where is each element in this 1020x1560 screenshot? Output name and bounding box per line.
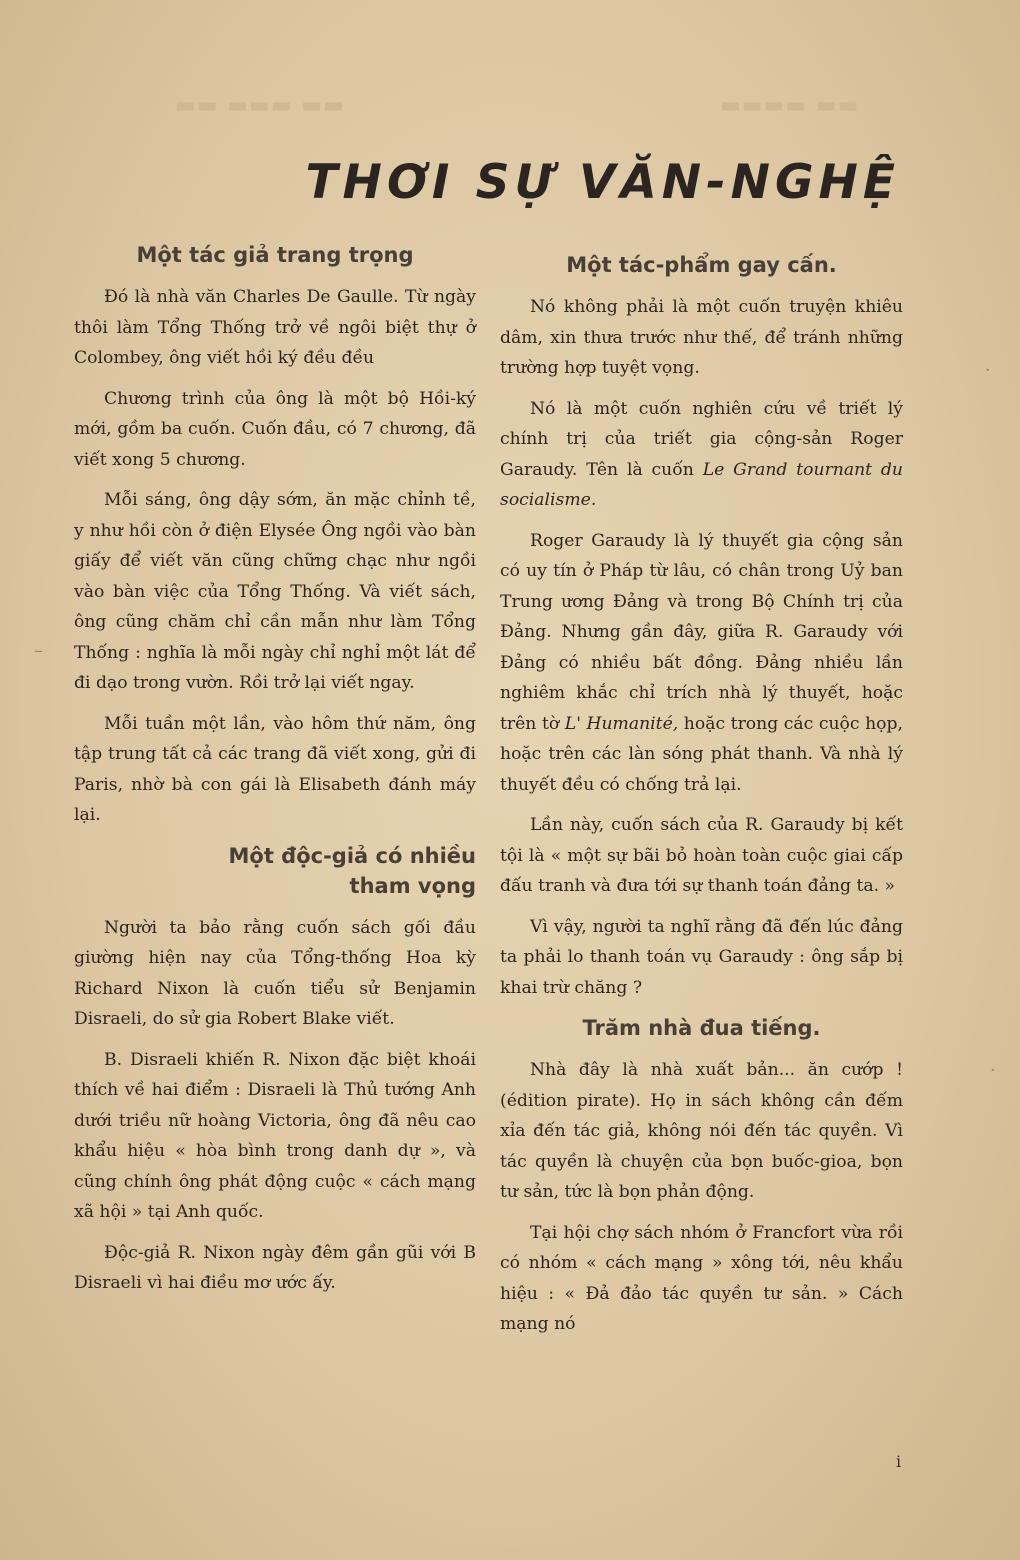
article-paragraph: Vì vậy, người ta nghĩ rằng đã đến lúc đảng ta phải lo thanh toán vụ Garaudy : ông sắp bị khai trừ chăng ? <box>500 916 903 998</box>
bleed-through-text: ▬▬▬▬ ▬▬ <box>720 92 860 118</box>
article-paragraph <box>500 394 903 516</box>
newspaper-title: L' Humanité, <box>564 713 679 734</box>
article-paragraph: Tại hội chợ sách nhóm ở Francfort vừa rồi có nhóm « cách mạng » xông tới, nêu khẩu hiệu : « Đả đảo tác quyền tư sản. » Cách mạng nó <box>500 1222 903 1334</box>
right-column <box>500 250 903 1350</box>
article-heading: Một tác giả trang trọng <box>136 243 414 267</box>
margin-speck-mark: · <box>990 1060 996 1081</box>
article-paragraph: Lần này, cuốn sách của R. Garaudy bị kết tội là « một sự bãi bỏ hoàn toàn cuộc giai cấp đấu tranh và đưa tới sự thanh toán đảng ta. » <box>500 815 903 896</box>
margin-dash-mark: – <box>34 640 43 661</box>
article-paragraph: Đó là nhà văn Charles De Gaulle. Từ ngày thôi làm Tổng Thống trở về ngôi biệt thự ở Colombey, ông viết hồi ký đều đều <box>74 287 476 368</box>
article-paragraph <box>500 526 903 801</box>
article-heading: Một độc-giả có nhiều tham vọng <box>228 843 476 898</box>
article-paragraph: Mỗi tuần một lần, vào hôm thứ năm, ông tập trung tất cả các trang đã viết xong, gửi đi Paris, nhờ bà con gái là Elisabeth đánh máy lại. <box>74 713 476 825</box>
page-number: i <box>896 1452 902 1471</box>
paragraph-text: hoặc trong các cuộc họp, hoặc trên các làn sóng phát thanh. Và nhà lý thuyết đều có chống trả lại. <box>500 713 903 795</box>
paragraph-text: Roger Garaudy là lý thuyết gia cộng sản có uy tín ở Pháp từ lâu, có chân trong Uỷ ban Trung ương Đảng và trong Bộ Chính trị của Đảng. Nhưng gần đây, giữa R. Garaudy với Đảng có nhiều bất đồng. Đảng nhiều lần nghiêm khắc chỉ trích nhà lý thuyết, hoặc trên tờ <box>500 530 903 734</box>
book-title: Le Grand tournant du socialisme. <box>500 459 903 510</box>
article-paragraph: Người ta bảo rằng cuốn sách gối đầu giường hiện nay của Tổng-thống Hoa kỳ Richard Nixon là cuốn tiểu sử Benjamin Disraeli, do sử gia Robert Blake viết. <box>74 917 476 1029</box>
left-column <box>74 240 476 1309</box>
article-paragraph: Nó không phải là một cuốn truyện khiêu dâm, xin thưa trước như thế, để tránh những trường hợp tuyệt vọng. <box>500 297 903 378</box>
margin-speck-mark: · <box>985 360 991 381</box>
page-masthead: THƠI SỰ VĂN-NGHỆ <box>305 155 900 210</box>
article-paragraph: Độc-giả R. Nixon ngày đêm gần gũi với B Disraeli vì hai điều mơ ước ấy. <box>74 1242 476 1293</box>
article-heading: Một tác-phẩm gay cấn. <box>566 253 837 277</box>
article-paragraph: Mỗi sáng, ông dậy sớm, ăn mặc chỉnh tề, y như hồi còn ở điện Elysée Ông ngồi vào bàn giấy để viết văn cũng chững chạc như ngồi vào bàn việc của Tổng Thống. Và viết sách, ông cũng chăm chỉ cần mẫn như làm Tổng Thống : nghĩa là mỗi ngày chỉ nghỉ một lát để đi dạo trong vườn. Rồi trở lại viết ngay. <box>74 490 476 693</box>
article-paragraph: Nhà đây là nhà xuất bản... ăn cướp ! (édition pirate). Họ in sách không cần đếm xỉa đến tác giả, không nói đến tác quyền. Vì tác quyền là chuyện của bọn buốc-gioa, bọn tư sản, tức là bọn phản động. <box>500 1060 903 1202</box>
article-heading: Trăm nhà đua tiếng. <box>582 1016 821 1040</box>
article-paragraph: B. Disraeli khiến R. Nixon đặc biệt khoái thích về hai điểm : Disraeli là Thủ tướng Anh dưới triều nữ hoàng Victoria, ông đã nêu cao khẩu hiệu « hòa bình trong danh dự », và cũng chính ông phát động cuộc « cách mạng xã hội » tại Anh quốc. <box>74 1049 476 1222</box>
article-paragraph: Chương trình của ông là một bộ Hồi-ký mới, gồm ba cuốn. Cuốn đầu, có 7 chương, đã viết xong 5 chương. <box>74 388 476 470</box>
paragraph-text: Nó là một cuốn nghiên cứu về triết lý chính trị của triết gia cộng-sản Roger Garaudy. Tên là cuốn <box>500 398 903 480</box>
bleed-through-text: ▬▬ ▬▬▬ ▬▬ <box>175 92 345 118</box>
